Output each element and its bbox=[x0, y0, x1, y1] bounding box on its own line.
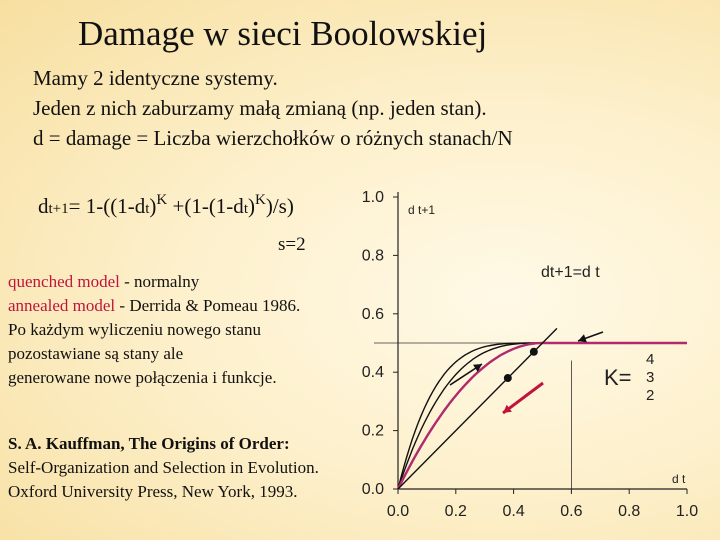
x-tick-label: 0.2 bbox=[444, 503, 467, 520]
reference-title: S. A. Kauffman, The Origins of Order: bbox=[8, 434, 290, 453]
intro-line-1: Mamy 2 identyczne systemy. bbox=[33, 66, 278, 90]
x-tick-label: 0.6 bbox=[560, 503, 583, 520]
annealed-model-desc: - Derrida & Pomeau 1986. bbox=[115, 296, 301, 315]
description-line-5: generowane nowe połączenia i funkcje. bbox=[8, 368, 277, 387]
y-tick-label: 0.2 bbox=[361, 422, 384, 440]
y-tick-label: 0.4 bbox=[361, 364, 384, 382]
y-tick-label: 1.0 bbox=[361, 189, 384, 206]
x-tick-label: 0.0 bbox=[386, 503, 410, 520]
formula-close2: ) bbox=[247, 194, 255, 218]
k-label: K= bbox=[604, 365, 632, 390]
k-value-4: 4 bbox=[646, 351, 655, 368]
y-tick-label: 0.6 bbox=[361, 305, 384, 323]
formula-sub2: t bbox=[243, 201, 248, 217]
x-tick-label: 0.8 bbox=[618, 503, 641, 520]
formula-sup1: K bbox=[156, 192, 168, 208]
y-tick-label: 0.8 bbox=[361, 247, 384, 265]
fixed-point bbox=[504, 374, 512, 382]
x-tick-label: 1.0 bbox=[675, 503, 699, 520]
intro-line-3: d = damage = Liczba wierzchołków o różnych stanach/N bbox=[33, 126, 513, 150]
x-axis-label: d t bbox=[672, 472, 686, 486]
s-parameter: s=2 bbox=[278, 234, 306, 255]
formula-sub1: t bbox=[145, 201, 150, 217]
annealed-model-label: annealed model bbox=[8, 296, 116, 315]
formula-part1: = 1-((1-d bbox=[68, 194, 146, 218]
formula-lhs-sub: t+1 bbox=[48, 201, 69, 217]
quenched-model-label: quenched model bbox=[8, 272, 120, 291]
chart-curves bbox=[398, 328, 687, 489]
formula-lhs-d: d bbox=[38, 194, 49, 218]
description-line-4: pozostawiane są stany ale bbox=[8, 344, 184, 363]
diagonal-label: dt+1=d t bbox=[541, 264, 600, 281]
k-value-2: 2 bbox=[646, 387, 655, 404]
reference-line-3: Oxford University Press, New York, 1993. bbox=[8, 482, 298, 501]
intro-line-2: Jeden z nich zaburzamy małą zmianą (np. jeden stan). bbox=[33, 96, 487, 120]
formula-sup2: K bbox=[254, 192, 266, 208]
description-line-3: Po każdym wyliczeniu nowego stanu bbox=[8, 320, 262, 339]
formula-mid: +(1-(1-d bbox=[167, 194, 244, 218]
curve-k2 bbox=[398, 343, 687, 489]
x-tick-label: 0.4 bbox=[502, 503, 525, 520]
quenched-model-desc: - normalny bbox=[119, 272, 200, 291]
fixed-point bbox=[530, 348, 538, 356]
k-value-3: 3 bbox=[646, 369, 655, 386]
page-title: Damage w sieci Boolowskiej bbox=[78, 14, 488, 53]
y-axis-label: d t+1 bbox=[408, 203, 436, 217]
reference-line-2: Self-Organization and Selection in Evolution. bbox=[8, 458, 319, 477]
formula-close1: ) bbox=[149, 194, 157, 218]
y-tick-label: 0.0 bbox=[361, 481, 384, 498]
formula-end: )/s) bbox=[265, 194, 294, 218]
